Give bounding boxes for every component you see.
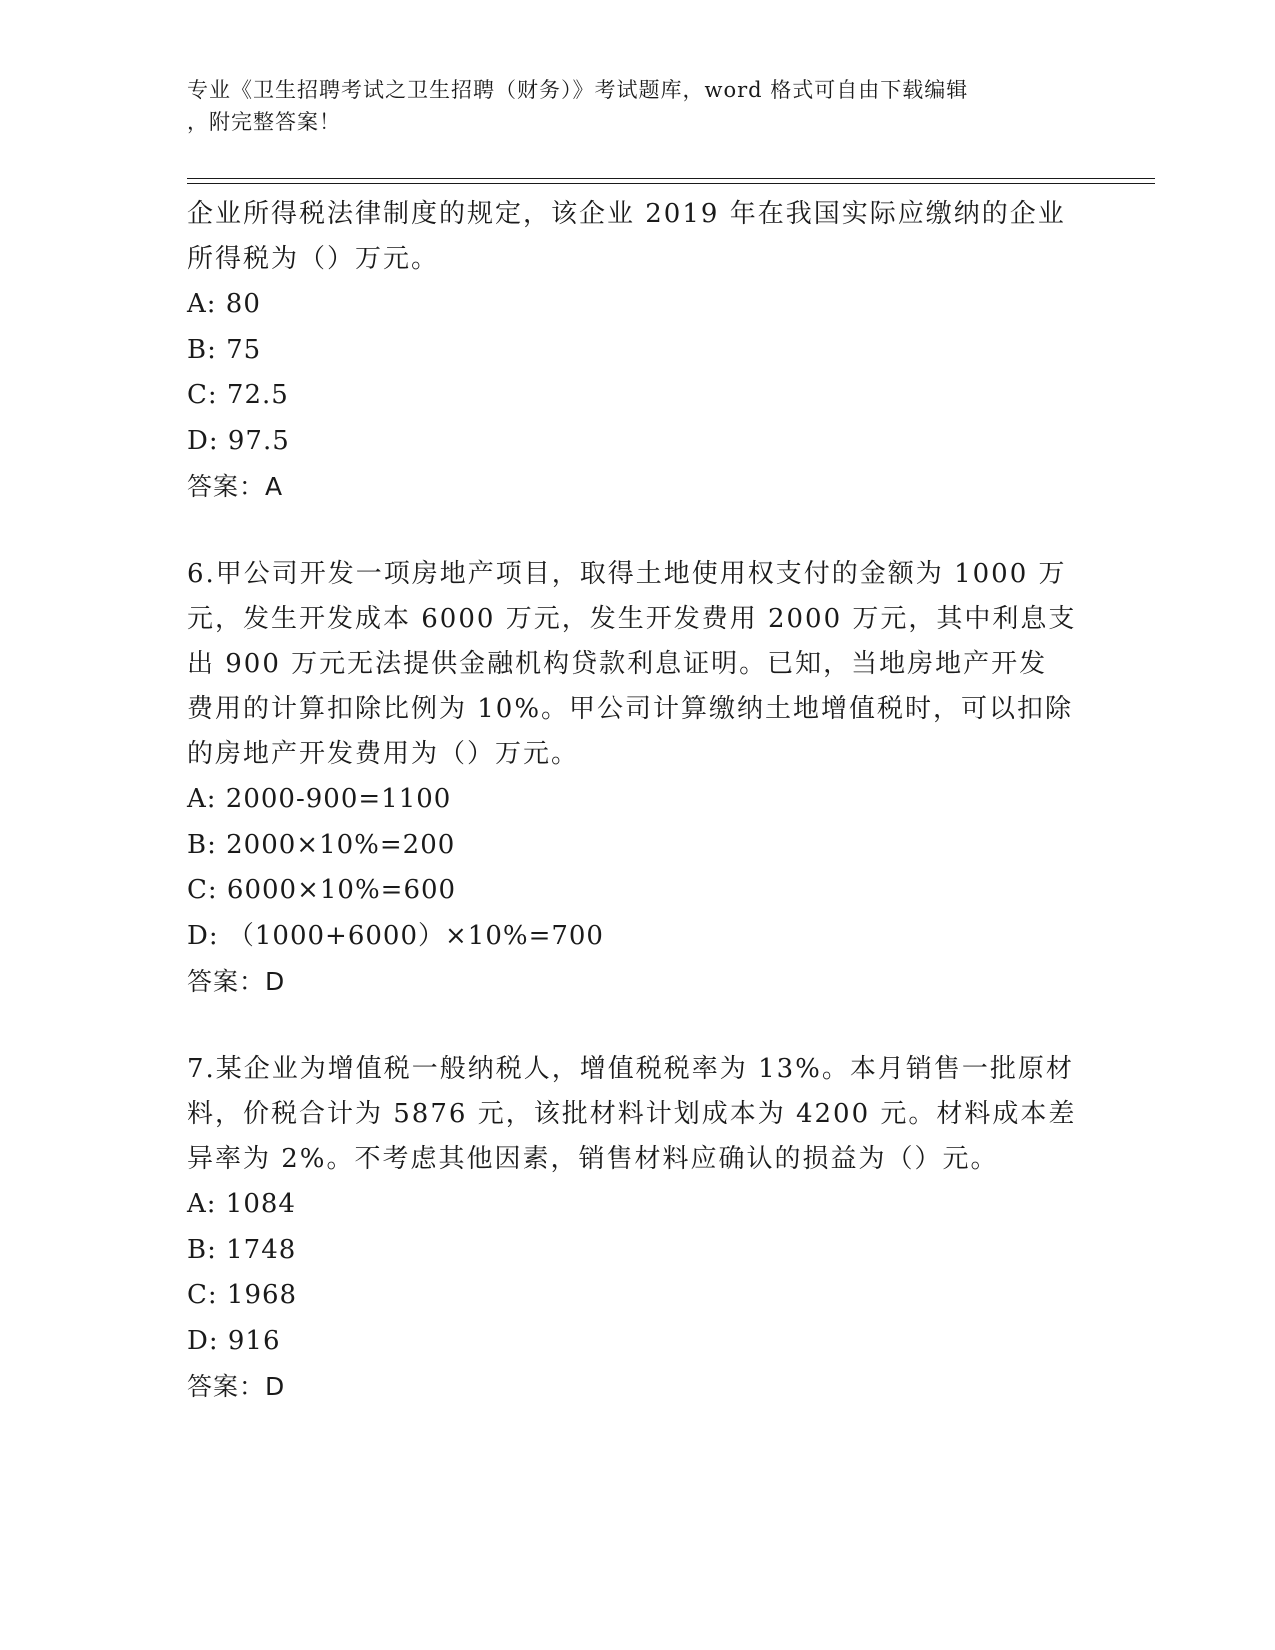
stem-line: 企业所得税法律制度的规定，该企业 2019 年在我国实际应缴纳的企业 [187, 199, 1066, 229]
header-divider-top [187, 178, 1155, 179]
question-stem [187, 1047, 1087, 1182]
question-block [187, 1047, 1087, 1409]
document-header [187, 74, 1067, 138]
stem-line: 7.某企业为增值税一般纳税人，增值税税率为 13%。本月销售一批原材 [187, 1054, 1074, 1084]
stem-line: 6.甲公司开发一项房地产项目，取得土地使用权支付的金额为 1000 万 [187, 559, 1067, 589]
stem-line: 异率为 2%。不考虑其他因素，销售材料应确认的损益为（）元。 [187, 1144, 999, 1174]
stem-line: 料，价税合计为 5876 元，该批材料计划成本为 4200 元。材料成本差 [187, 1099, 1077, 1129]
question-list [187, 192, 1087, 1409]
stem-line: 出 900 万元无法提供金融机构贷款利息证明。已知，当地房地产开发 [187, 649, 1048, 679]
option-c: C: 6000×10%=600 [187, 875, 457, 905]
option-list [187, 777, 1087, 959]
option-list [187, 282, 1087, 464]
answer-line: 答案：A [187, 472, 284, 501]
question-stem [187, 552, 1087, 777]
option-a: A: 1084 [187, 1189, 296, 1219]
option-a: A: 2000-900=1100 [187, 784, 452, 814]
answer-line: 答案：D [187, 1372, 286, 1401]
spacer [187, 1004, 1087, 1047]
spacer [187, 509, 1087, 552]
header-line-2: ，附完整答案！ [187, 110, 341, 134]
stem-line: 费用的计算扣除比例为 10%。甲公司计算缴纳土地增值税时，可以扣除 [187, 694, 1074, 724]
answer-line: 答案：D [187, 967, 286, 996]
question-stem [187, 192, 1087, 282]
option-b: B: 75 [187, 334, 262, 365]
option-d: D: （1000+6000）×10%=700 [187, 920, 604, 951]
header-divider-bottom [187, 183, 1155, 184]
option-c: C: 1968 [187, 1280, 298, 1310]
option-d: D: 97.5 [187, 425, 290, 456]
option-b: B: 2000×10%=200 [187, 829, 456, 860]
option-b: B: 1748 [187, 1234, 297, 1265]
option-a: A: 80 [187, 289, 261, 319]
stem-line: 的房地产开发费用为（）万元。 [187, 739, 580, 769]
question-block [187, 552, 1087, 1004]
stem-line: 元，发生开发成本 6000 万元，发生开发费用 2000 万元，其中利息支 [187, 604, 1077, 634]
option-d: D: 916 [187, 1325, 281, 1356]
question-block [187, 192, 1087, 509]
stem-line: 所得税为（）万元。 [187, 244, 440, 274]
option-c: C: 72.5 [187, 380, 289, 410]
option-list [187, 1182, 1087, 1364]
header-line-1: 专业《卫生招聘考试之卫生招聘（财务）》考试题库，word 格式可自由下载编辑 [187, 78, 969, 102]
